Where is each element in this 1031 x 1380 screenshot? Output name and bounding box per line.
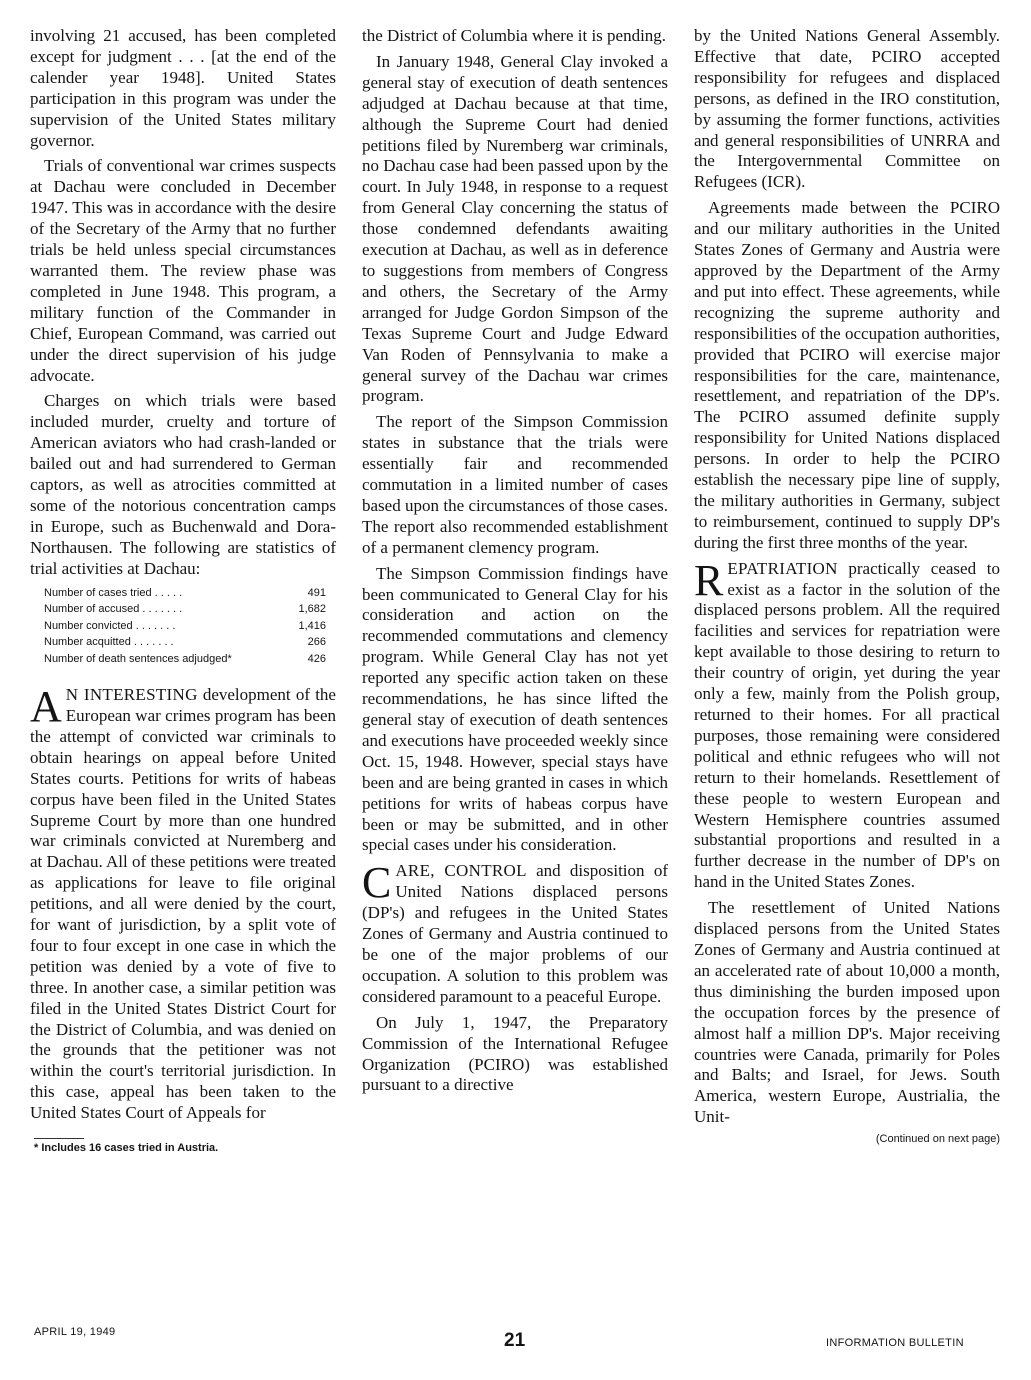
paragraph: the District of Columbia where it is pending. [362, 26, 667, 45]
stat-label: Number of accused . . . . . . . [44, 603, 183, 616]
drop-cap: R [694, 555, 724, 605]
paragraph: On July 1, 1947, the Preparatory Commission of the International Refugee Organization (PCIRO) was established pursuant to a directive [362, 1012, 668, 1095]
paragraph: Agreements made between the PCIRO and our military authorities in the United States Zones of Germany and Austria were approved by the Department of the Army and put into effect. These agreements, while recognizing the supreme authority and responsibilities of the occupation authorities, provided that PCIRO will exercise major responsibilities for the care, maintenance, resettlement, and repatriation of the DP's. The PCIRO assumed definite supply responsibility for United Nations displaced persons. In order to help the PCIRO establish the necessary pipe line of supply, the military authorities in Germany, subject to reimbursement, continued to supply DP's during the first three months of the year. [694, 198, 1000, 552]
table-row [44, 651, 326, 668]
table-row [44, 585, 326, 602]
footnote-rule [34, 1138, 84, 1139]
lead-in: EPATRIATION [727, 558, 838, 578]
drop-cap: C [362, 858, 392, 908]
continued-notice: (Continued on next page) [875, 1133, 1000, 1146]
dachau-statistics-table [44, 585, 326, 668]
table-row [44, 618, 326, 635]
table-row [44, 601, 326, 618]
stat-value: 426 [307, 652, 326, 665]
stat-value: 1,416 [298, 619, 326, 632]
column-right [694, 26, 1000, 1145]
section-paragraph-displaced-persons [362, 858, 668, 1007]
paragraph: by the United Nations General Assembly. Effective that date, PCIRO accepted responsibility for refugees and displaced persons, as defined in the IRO constitution, by assuming the former functions, activities and general responsibilities of UNRRA and the Intergovernmental Committee on Refugees (ICR). [694, 26, 1000, 192]
section-paragraph-war-crimes-appeals [30, 682, 336, 1124]
stat-value: 1,682 [298, 603, 326, 616]
paragraph: Trials of conventional war crimes suspects at Dachau were concluded in December 1947. This was in accordance with the desire of the Secretary of the Army that no further trials be held unless special circumstances warranted them. The review phase was completed in June 1948. This program, a military function of the Commander in Chief, European Command, was carried out under the direct supervision of his judge advocate. [30, 156, 336, 385]
section-paragraph-repatriation [694, 555, 1000, 894]
paragraph: involving 21 accused, has been completed except for judgment . . . [at the end of the calender year 1948]. United States participation in this program was under the supervision of the United States military governor. [30, 26, 336, 150]
column-middle [362, 26, 668, 1101]
stat-value: 266 [307, 636, 326, 649]
paragraph: The resettlement of United Nations displaced persons from the United States Zones of Germany and Austria continued at an accelerated rate of about 10,000 a month, thus diminishing the burden imposed upon the occupation forces by the presence of almost half a million DP's. Major receiving countries were Canada, primarily for Poles and Balts; and Israel, for Jews. South America, western Europe, Austrialia, the Unit- [694, 898, 1000, 1127]
publication-name: INFORMATION BULLETIN [826, 1337, 964, 1349]
paragraph: The Simpson Commission findings have been communicated to General Clay for his consideration and action on the recommended commutations and clemency program. While General Clay has not yet reported any specific action taken on these recommendations, he has since lifted the general stay of execution of death sentences and executions have proceeded weekly since Oct. 15, 1948. However, special stays have been and are being granted in cases in which petitions for writs of habeas corpus have been or may be submitted, and in other special cases under his consideration. [362, 563, 668, 855]
drop-cap: A [30, 682, 62, 732]
stat-label: Number of death sentences adjudged* [44, 652, 232, 665]
table-row [44, 634, 326, 651]
paragraph: The report of the Simpson Commission states in substance that the trials were essentially fair and recommended commutation in a limited number of cases based upon the circumstances of those cases. The report also recommended establishment of a permanent clemency program. [362, 412, 668, 557]
lead-in: N INTERESTING [65, 685, 198, 705]
paragraph-text: practically ceased to exist as a factor in the solution of the displaced persons problem. All the required facilities and services for repatriation were kept available to those desiring to return to their country of origin, yet during the year only a few, mainly from the Polish group, returned to their homes. For all practical purposes, those remaining were considered political and ethnic refugees who will not return to their homelands. Resettlement of these people to western European and Western Hemisphere countries assumed substantial proportions and resulted in a further decrease in the number of DP's on hand in the United States Zones. [694, 558, 1000, 892]
stat-label: Number of cases tried . . . . . [44, 586, 183, 599]
lead-in: ARE, CONTROL [395, 861, 527, 881]
page-number: 21 [504, 1330, 526, 1351]
paragraph-text: development of the European war crimes program has been the attempt of convicted war criminals to obtain hearings on appeal before United States courts. Petitions for writs of habeas corpus have been filed in the United States Supreme Court by more than one hundred war criminals convicted at Nuremberg and at Dachau. All of these petitions were treated as applications for leave to file original petitions, and all were denied by the court, for want of jurisdiction, by a split vote of four to four except in one case in which the petition was denied by a vote of five to three. In another case, a similar petition was filed in the United States District Court for the District of Columbia, and was denied on the grounds that the petitioner was not within the court's territorial jurisdiction. In this case, appeal has been taken to the United States Court of Appeals for [30, 685, 336, 1123]
footnote: * Includes 16 cases tried in Austria. [34, 1142, 219, 1155]
paragraph-text: and disposition of United Nations displaced persons (DP's) and refugees in the United States Zones of Germany and Austria continued to be one of the major problems of our occupation. A solution to this problem was considered paramount to a peaceful Europe. [362, 861, 668, 1006]
stat-label: Number acquitted . . . . . . . [44, 636, 174, 649]
stat-label: Number convicted . . . . . . . [44, 619, 176, 632]
paragraph: In January 1948, General Clay invoked a general stay of execution of death sentences adjudged at Dachau because at that time, although the Supreme Court had denied petitions filed by Nuremberg war criminals, no Dachau case had been passed upon by the court. In July 1948, in response to a request from General Clay concerning the status of those condemned defendants awaiting execution at Dachau, as well as in deference to suggestions from members of Congress and others, the Secretary of the Army arranged for Judge Gordon Simpson of the Texas Supreme Court and Judge Edward Van Roden of Pennsylvania to make a general survey of the Dachau war crimes program. [362, 51, 668, 406]
column-left [30, 26, 336, 1154]
paragraph: Charges on which trials were based included murder, cruelty and torture of American aviators who had crash-landed or bailed out and had surrendered to German captors, as well as atrocities committed at some of the notorious concentration camps in Europe, such as Buchenwald and Dora-Northausen. The following are statistics of trial activities at Dachau: [30, 391, 336, 578]
stat-value: 491 [307, 586, 326, 599]
issue-date: APRIL 19, 1949 [34, 1326, 116, 1338]
